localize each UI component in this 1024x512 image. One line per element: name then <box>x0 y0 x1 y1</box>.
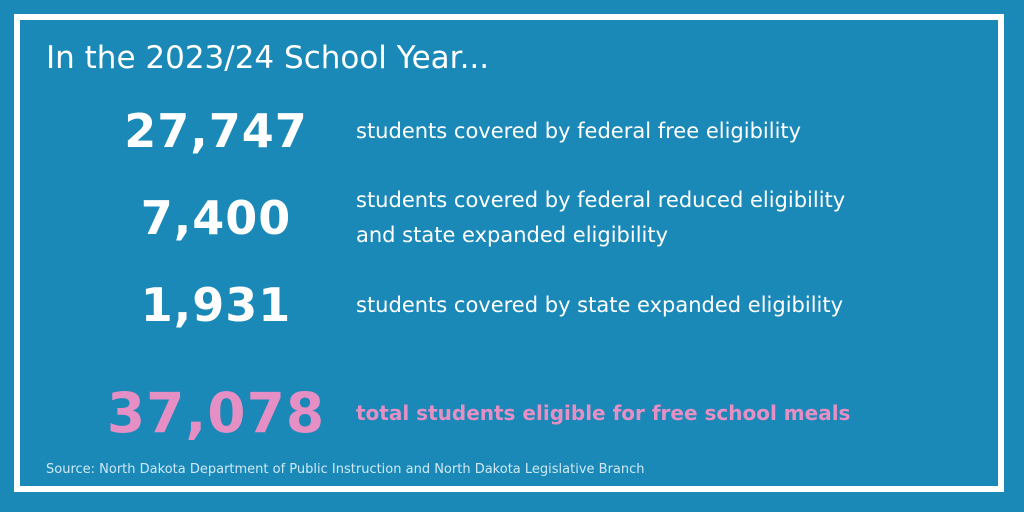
stat-row-federal-free <box>100 96 980 166</box>
stat-row-state-expanded <box>100 270 980 340</box>
source-citation: Source: North Dakota Department of Public Instruction and North Dakota Legislative Branch <box>46 462 645 477</box>
stat-row-total <box>100 378 980 448</box>
stat-description <box>356 270 976 340</box>
stat-number: 27,747 <box>124 104 308 158</box>
total-description <box>356 378 976 448</box>
stat-description <box>356 183 976 253</box>
stat-description-line: students covered by state expanded eligibility <box>356 292 844 317</box>
total-label: total students eligible for free school meals <box>356 400 851 425</box>
stat-description-line: students covered by federal reduced eligibility <box>356 188 846 212</box>
stat-description-line: students covered by federal free eligibility <box>356 118 802 143</box>
stat-description-line: and state expanded eligibility <box>356 223 669 247</box>
stat-description <box>356 96 976 166</box>
stat-number: 1,931 <box>140 278 292 332</box>
stat-number: 7,400 <box>140 191 292 245</box>
stat-row-federal-reduced <box>100 183 980 253</box>
total-number: 37,078 <box>106 381 326 445</box>
page-title: In the 2023/24 School Year... <box>46 40 490 76</box>
